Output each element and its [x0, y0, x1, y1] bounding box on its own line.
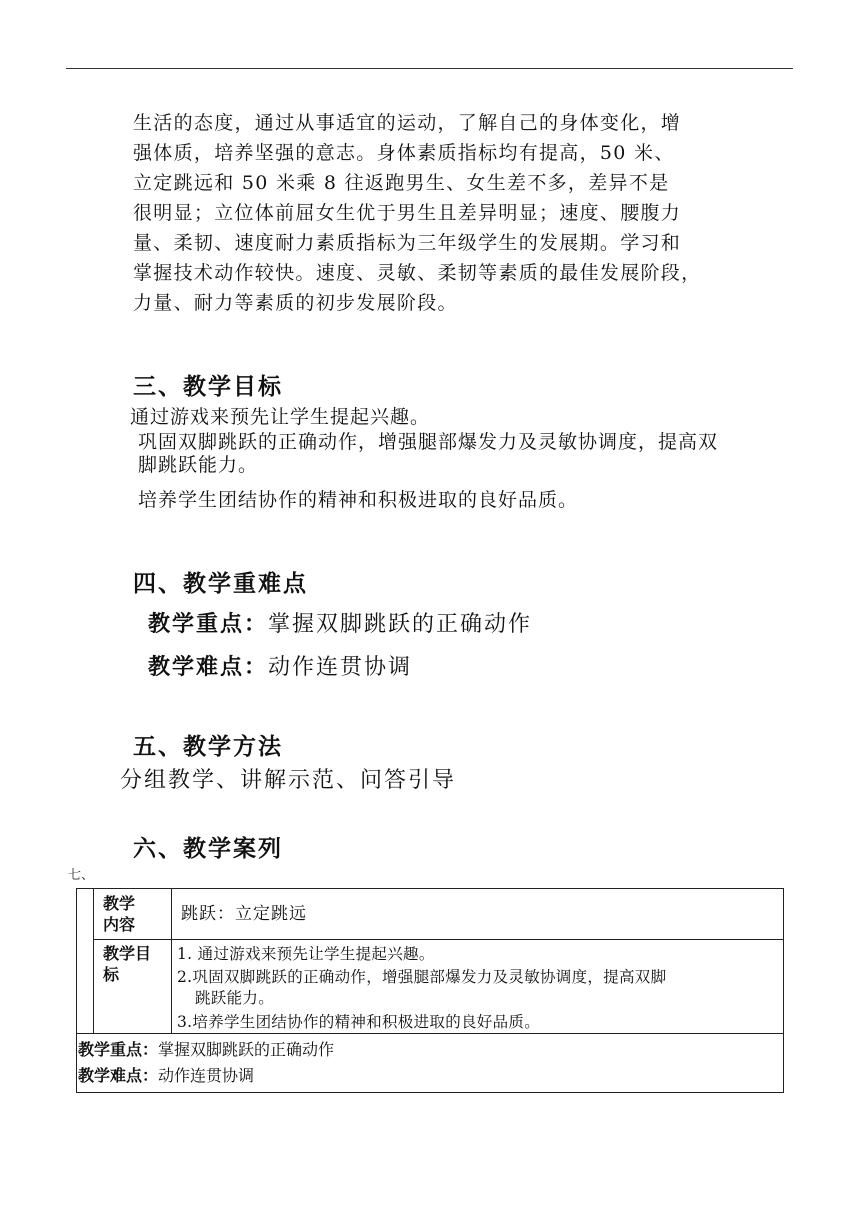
content-label: [103, 893, 135, 935]
method-text: 分组教学、讲解示范、问答引导: [120, 768, 457, 793]
intro-paragraph: [133, 108, 743, 318]
table-goal-1: 1. 通过游戏来预先让学生提起兴趣。: [177, 945, 435, 963]
section5-heading: 五、教学方法: [133, 734, 283, 760]
content-value: 跳跃：立定跳远: [181, 904, 307, 924]
table-goal-2-line1: 2.巩固双脚跳跃的正确动作，增强腿部爆发力及灵敏协调度，提高双脚: [177, 968, 667, 986]
table-difficult-point: [78, 1065, 254, 1086]
intro-line: 生活的态度，通过从事适宜的运动，了解自己的身体变化，增: [133, 112, 682, 134]
intro-line: 立定跳远和 50 米乘 8 往返跑男生、女生差不多，差异不是: [133, 172, 670, 194]
difficult-point-text: 动作连贯协调: [268, 655, 413, 680]
key-point-label: 教学重点：: [148, 612, 269, 637]
intro-line: 强体质，培养坚强的意志。身体素质指标均有提高，50 米、: [133, 142, 675, 164]
table-key-label: 教学重点：: [78, 1040, 159, 1059]
section4-heading: 四、教学重难点: [133, 571, 308, 597]
table-rule: [171, 889, 172, 1033]
table-rule: [93, 889, 94, 1033]
intro-line: 量、柔韧、速度耐力素质指标为三年级学生的发展期。学习和: [133, 232, 682, 254]
table-rule: [77, 1033, 783, 1034]
section3-heading: 三、教学目标: [133, 374, 283, 400]
table-difficult-value: 动作连贯协调: [158, 1066, 255, 1085]
table-key-value: 掌握双脚跳跃的正确动作: [158, 1040, 335, 1059]
intro-line: 掌握技术动作较快。速度、灵敏、柔韧等素质的最佳发展阶段，: [133, 262, 702, 284]
header-rule: [66, 68, 793, 69]
goal-label-line1: 教学目: [103, 944, 152, 963]
goal-2-line1: 巩固双脚跳跃的正确动作，增强腿部爆发力及灵敏协调度，提高双: [138, 431, 719, 453]
difficult-point: [148, 650, 412, 681]
content-label-line2: 内容: [103, 915, 136, 934]
table-goal-2-line2: 跳跃能力。: [195, 989, 275, 1007]
difficult-point-label: 教学难点：: [148, 655, 269, 680]
lesson-table: [76, 888, 784, 1093]
intro-line: 力量、耐力等素质的初步发展阶段。: [133, 292, 458, 314]
section6-heading: 六、教学案列: [133, 836, 283, 862]
content-label-line1: 教学: [103, 894, 136, 913]
table-goal-3: 3.培养学生团结协作的精神和积极进取的良好品质。: [177, 1013, 540, 1031]
table-key-point: [78, 1039, 334, 1060]
goal-1: 通过游戏来预先让学生提起兴趣。: [130, 406, 431, 428]
key-point-text: 掌握双脚跳跃的正确动作: [268, 612, 533, 637]
goal-3: 培养学生团结协作的精神和积极进取的良好品质。: [138, 489, 579, 511]
goal-label: [103, 943, 151, 985]
intro-line: 很明显；立位体前屈女生优于男生且差异明显；速度、腰腹力: [133, 202, 682, 224]
goal-2-line2: 脚跳跃能力。: [138, 454, 259, 476]
table-difficult-label: 教学难点：: [78, 1066, 159, 1085]
table-rule: [93, 939, 783, 940]
section7-marker: 七、: [68, 868, 95, 883]
goal-label-line2: 标: [103, 965, 120, 984]
key-point: [148, 607, 532, 638]
